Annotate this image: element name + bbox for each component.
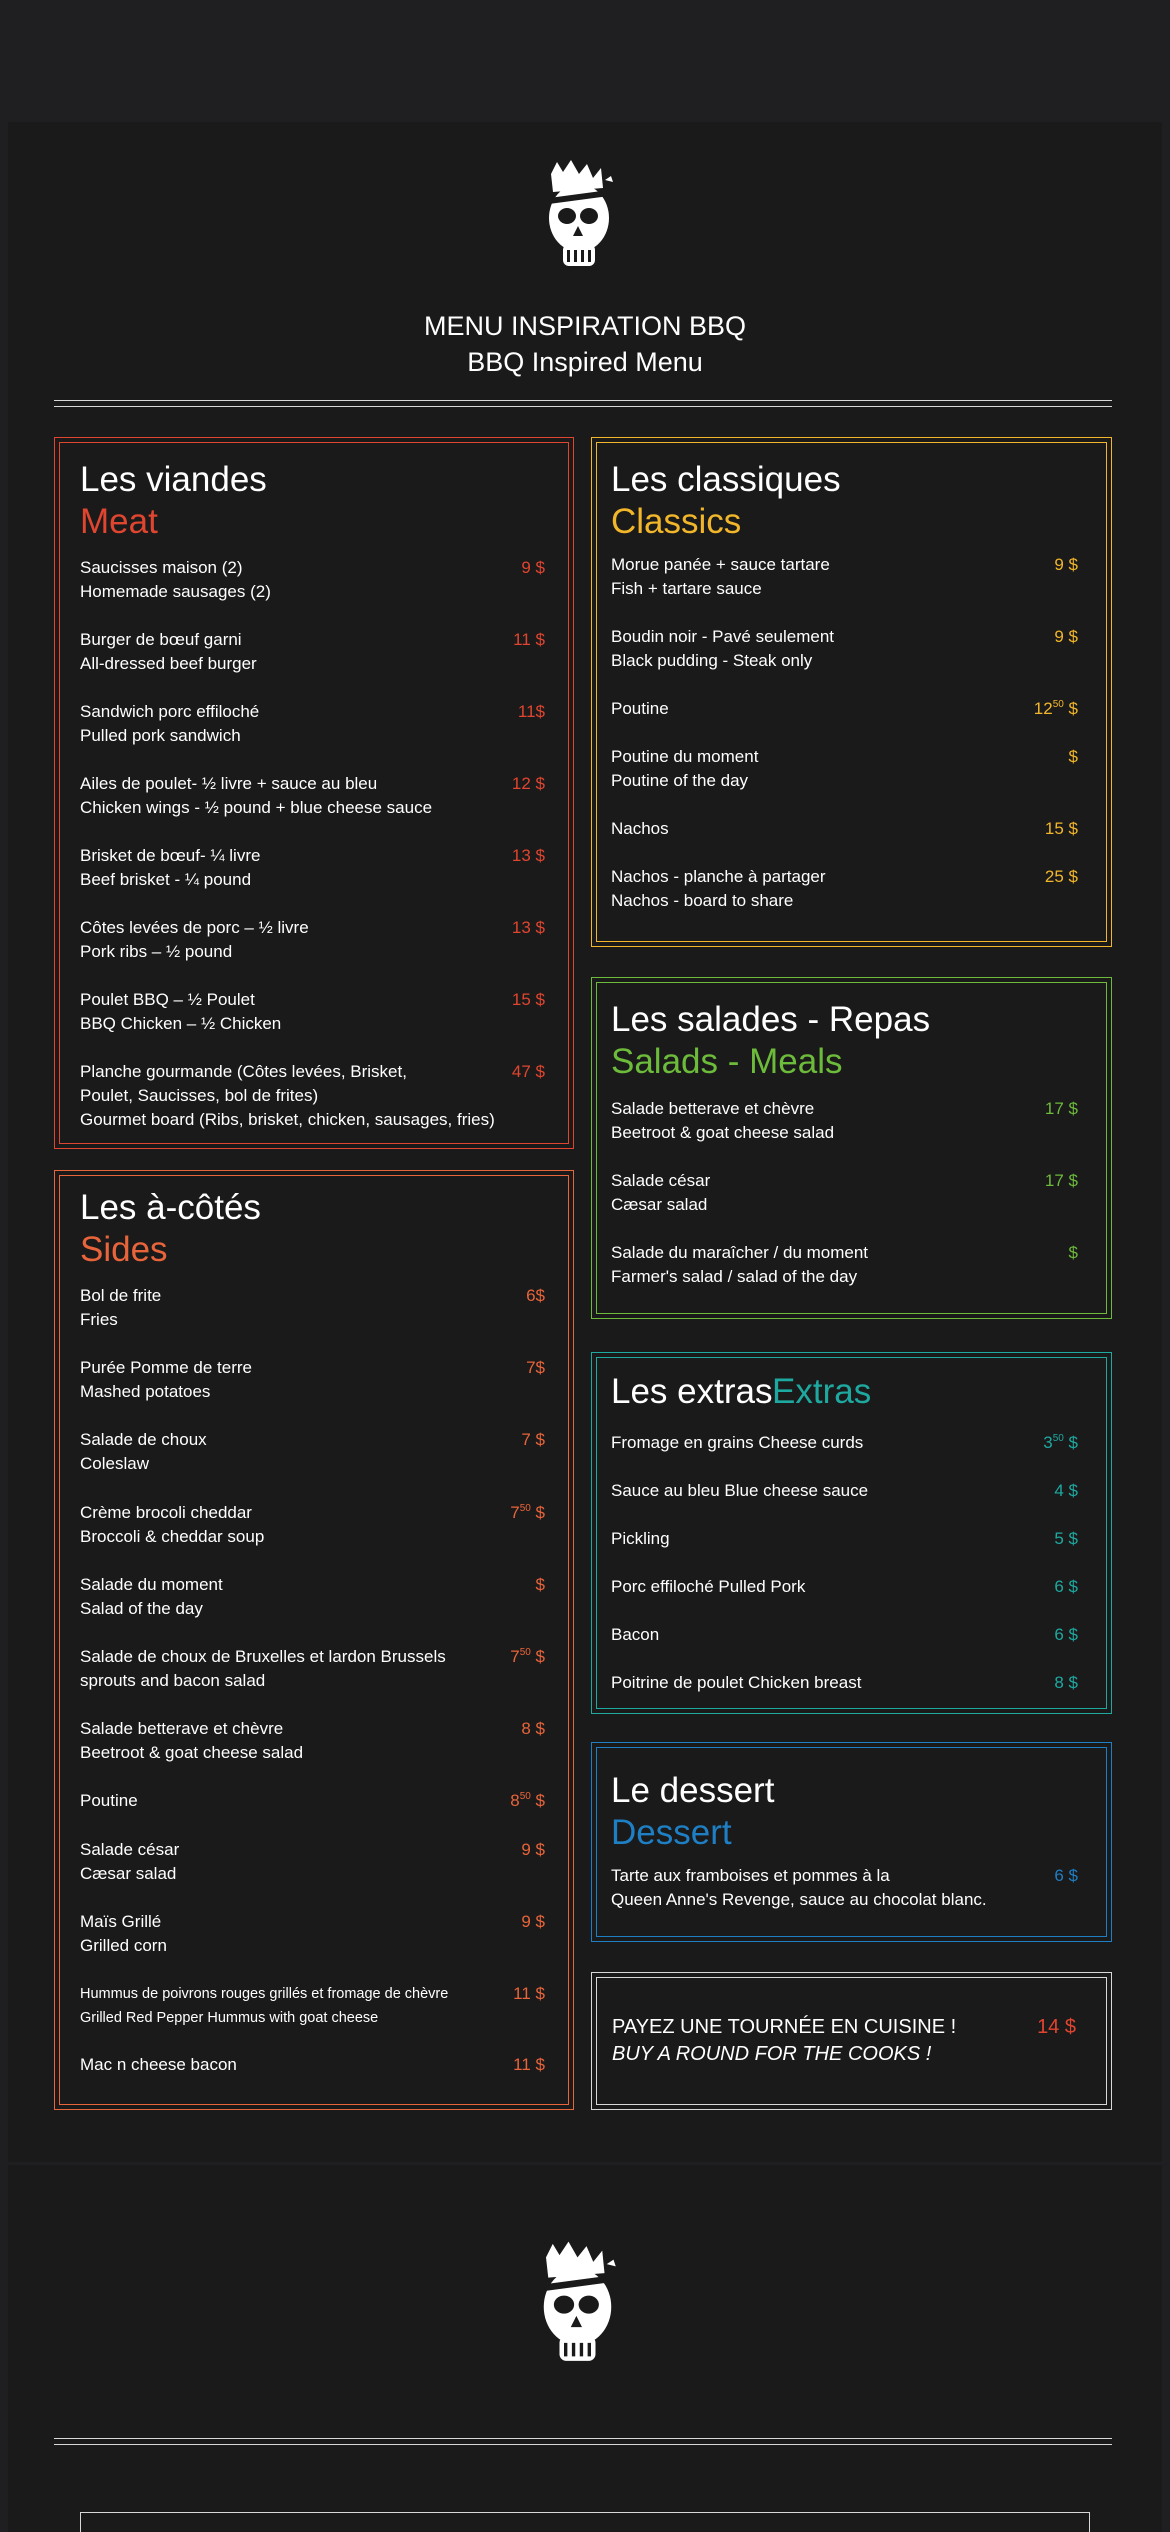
meat-item-price: 12 $ <box>511 774 545 793</box>
item-line: Poutine of the day <box>611 771 749 790</box>
meat-item-price: 11$ <box>517 702 545 721</box>
sides-item-price: 6$ <box>526 1286 545 1305</box>
sides-item-price: 9 $ <box>521 1912 545 1931</box>
item-line: Fromage en grains Cheese curds <box>611 1433 864 1452</box>
sides-item <box>80 1789 138 1813</box>
sides-item-price: $8^{50}$ $ <box>510 1791 545 1810</box>
sides-item-price: $ <box>535 1575 545 1594</box>
salads-item <box>611 1241 868 1289</box>
item-line: Maïs Grillé <box>80 1912 162 1931</box>
item-line: Purée Pomme de terre <box>80 1358 252 1377</box>
salads-item-price: $ <box>1068 1243 1078 1262</box>
item-line: Poutine <box>611 699 669 718</box>
item-line: Beef brisket - ¼ pound <box>80 870 252 889</box>
item-line: Salade césar <box>80 1840 180 1859</box>
salads-title-fr: Les salades - Repas <box>611 1000 931 1039</box>
item-line: Tarte aux framboises et pommes à la <box>611 1866 890 1885</box>
item-line: Mac n cheese bacon <box>80 2055 237 2074</box>
sides-item-price: 7$ <box>526 1358 545 1377</box>
classics-item-price: 25 $ <box>1044 867 1078 886</box>
sides-item <box>80 1573 223 1621</box>
item-line: Chicken wings - ½ pound + blue cheese sauce <box>80 798 433 817</box>
item-line: Poutine du moment <box>611 747 759 766</box>
extras-item <box>611 1623 659 1647</box>
item-line: Salad of the day <box>80 1599 203 1618</box>
sides-item <box>80 1428 207 1476</box>
dessert-title-fr: Le dessert <box>611 1771 775 1810</box>
dessert-item-price: 6 $ <box>1054 1866 1078 1885</box>
classics-title-fr: Les classiques <box>611 460 841 499</box>
item-line: Sauce au bleu Blue cheese sauce <box>611 1481 869 1500</box>
item-line: Sandwich porc effiloché <box>80 702 260 721</box>
meat-item <box>80 700 259 748</box>
item-line: Salade du maraîcher / du moment <box>611 1243 869 1262</box>
extras-item <box>611 1671 861 1695</box>
dessert-item <box>611 1864 987 1912</box>
item-line: Cæsar salad <box>80 1864 177 1883</box>
sides-item <box>80 1717 303 1765</box>
classics-item-price: 15 $ <box>1044 819 1078 838</box>
sides-item-price: 11 $ <box>513 1984 545 2003</box>
item-line: Pork ribs – ½ pound <box>80 942 233 961</box>
sides-item <box>80 1982 448 2030</box>
meat-item-price: 11 $ <box>513 630 545 649</box>
item-line: BBQ Chicken – ½ Chicken <box>80 1014 282 1033</box>
footer-box-edge <box>80 2512 1090 2532</box>
classics-item <box>611 553 830 601</box>
item-line: Grilled Red Pepper Hummus with goat cheese <box>80 2010 379 2026</box>
item-line: Salade du moment <box>80 1575 223 1594</box>
item-line: Morue panée + sauce tartare <box>611 555 830 574</box>
classics-item <box>611 625 834 673</box>
item-line: Salade betterave et chèvre <box>611 1099 815 1118</box>
sides-title-en: Sides <box>80 1230 168 1269</box>
meat-item-price: 13 $ <box>511 846 545 865</box>
sides-item-price: 9 $ <box>521 1840 545 1859</box>
item-line: Nachos <box>611 819 669 838</box>
skull-logo-icon <box>537 2234 627 2382</box>
meat-item-price: 9 $ <box>521 558 545 577</box>
salads-item-price: 17 $ <box>1044 1099 1078 1118</box>
item-line: Planche gourmande (Côtes levées, Brisket, <box>80 1062 407 1081</box>
item-line: Fries <box>80 1310 118 1329</box>
salads-title-en: Salads - Meals <box>611 1042 843 1081</box>
item-line: Poulet BBQ – ½ Poulet <box>80 990 255 1009</box>
extras-title-en: Extras <box>772 1372 872 1411</box>
item-line: All-dressed beef burger <box>80 654 257 673</box>
item-line: Homemade sausages (2) <box>80 582 271 601</box>
meat-item <box>80 844 260 892</box>
item-line: Salade de choux <box>80 1430 207 1449</box>
sides-item-price: 8 $ <box>521 1719 545 1738</box>
item-line: Saucisses maison (2) <box>80 558 243 577</box>
meat-item <box>80 916 309 964</box>
meat-title-fr: Les viandes <box>80 460 267 499</box>
classics-title-en: Classics <box>611 502 742 541</box>
menu-title-fr: MENU INSPIRATION BBQ <box>423 311 747 341</box>
item-line: Cæsar salad <box>611 1195 708 1214</box>
sides-item-price: 7 $ <box>521 1430 545 1449</box>
salads-item-price: 17 $ <box>1044 1171 1078 1190</box>
cta-section <box>591 1972 1112 2110</box>
meat-title-en: Meat <box>80 502 158 541</box>
sides-item-price: $7^{50}$ $ <box>510 1503 545 1522</box>
sides-item <box>80 1645 446 1693</box>
item-line: Fish + tartare sauce <box>611 579 762 598</box>
item-line: Poitrine de poulet Chicken breast <box>611 1673 862 1692</box>
classics-item <box>611 865 826 913</box>
item-line: Bol de frite <box>80 1286 162 1305</box>
item-line: Farmer's salad / salad of the day <box>611 1267 858 1286</box>
skull-logo-icon <box>543 160 623 278</box>
sides-title-fr: Les à-côtés <box>80 1188 261 1227</box>
item-line: Poulet, Saucisses, bol de frites) <box>80 1086 319 1105</box>
item-line: Black pudding - Steak only <box>611 651 813 670</box>
extras-item <box>611 1479 868 1503</box>
item-line: Brisket de bœuf- ¼ livre <box>80 846 261 865</box>
item-line: Queen Anne's Revenge, sauce au chocolat blanc. <box>611 1890 987 1909</box>
sides-item <box>80 1910 167 1958</box>
extras-item <box>611 1575 805 1599</box>
item-line: Gourmet board (Ribs, brisket, chicken, sausages, fries) <box>80 1110 495 1129</box>
extras-title-fr: Les extras <box>611 1372 773 1411</box>
item-line: Hummus de poivrons rouges grillés et fromage de chèvre <box>80 1986 449 2002</box>
sides-item <box>80 1356 252 1404</box>
item-line: Grilled corn <box>80 1936 167 1955</box>
cta-text-fr: PAYEZ UNE TOURNÉE EN CUISINE ! <box>612 2016 957 2038</box>
item-line: Salade de choux de Bruxelles et lardon Brussels <box>80 1647 446 1666</box>
sides-item-price: $7^{50}$ $ <box>510 1647 545 1666</box>
item-line: Ailes de poulet- ½ livre + sauce au bleu <box>80 774 378 793</box>
item-line: Beetroot & goat cheese salad <box>611 1123 835 1142</box>
extras-item <box>611 1431 863 1455</box>
cta-text-en: BUY A ROUND FOR THE COOKS ! <box>612 2043 932 2065</box>
item-line: Nachos - board to share <box>611 891 794 910</box>
meat-item-price: 15 $ <box>511 990 545 1009</box>
sides-item <box>80 2053 237 2077</box>
item-line: sprouts and bacon salad <box>80 1671 266 1690</box>
meat-item <box>80 988 281 1036</box>
extras-item-price: 5 $ <box>1054 1529 1078 1548</box>
item-line: Pulled pork sandwich <box>80 726 241 745</box>
header-divider <box>54 400 1112 407</box>
extras-item-price: 8 $ <box>1054 1673 1078 1692</box>
classics-item <box>611 697 669 721</box>
sides-item <box>80 1501 264 1549</box>
classics-item <box>611 817 669 841</box>
item-line: Crème brocoli cheddar <box>80 1503 252 1522</box>
classics-item-price: 9 $ <box>1054 627 1078 646</box>
meat-item <box>80 628 257 676</box>
classics-item <box>611 745 758 793</box>
extras-item-price: 4 $ <box>1054 1481 1078 1500</box>
sides-item <box>80 1284 161 1332</box>
item-line: Boudin noir - Pavé seulement <box>611 627 835 646</box>
item-line: Nachos - planche à partager <box>611 867 826 886</box>
item-line: Salade betterave et chèvre <box>80 1719 284 1738</box>
meat-item-price: 13 $ <box>511 918 545 937</box>
dessert-title-en: Dessert <box>611 1813 732 1852</box>
classics-item-price: $12^{50}$ $ <box>1033 699 1078 718</box>
extras-item-price: 6 $ <box>1054 1625 1078 1644</box>
item-line: Salade césar <box>611 1171 711 1190</box>
menu-title-en: BBQ Inspired Menu <box>467 347 703 377</box>
extras-item-price: $3^{50}$ $ <box>1043 1433 1078 1452</box>
meat-item <box>80 1060 495 1132</box>
meat-item <box>80 556 271 604</box>
classics-item-price: $ <box>1068 747 1078 766</box>
item-line: Mashed potatoes <box>80 1382 211 1401</box>
meat-item-price: 47 $ <box>511 1062 545 1081</box>
item-line: Bacon <box>611 1625 660 1644</box>
item-line: Pickling <box>611 1529 670 1548</box>
salads-item <box>611 1169 710 1217</box>
meat-item <box>80 772 432 820</box>
item-line: Beetroot & goat cheese salad <box>80 1743 304 1762</box>
item-line: Coleslaw <box>80 1454 149 1473</box>
footer-divider <box>54 2438 1112 2445</box>
item-line: Poutine <box>80 1791 138 1810</box>
cta-price: 14 $ <box>1037 2016 1076 2038</box>
salads-item <box>611 1097 834 1145</box>
extras-item <box>611 1527 670 1551</box>
item-line: Burger de bœuf garni <box>80 630 242 649</box>
classics-item-price: 9 $ <box>1054 555 1078 574</box>
item-line: Côtes levées de porc – ½ livre <box>80 918 309 937</box>
extras-item-price: 6 $ <box>1054 1577 1078 1596</box>
item-line: Porc effiloché Pulled Pork <box>611 1577 806 1596</box>
sides-item <box>80 1838 179 1886</box>
sides-item-price: 11 $ <box>513 2055 545 2074</box>
item-line: Broccoli & cheddar soup <box>80 1527 265 1546</box>
